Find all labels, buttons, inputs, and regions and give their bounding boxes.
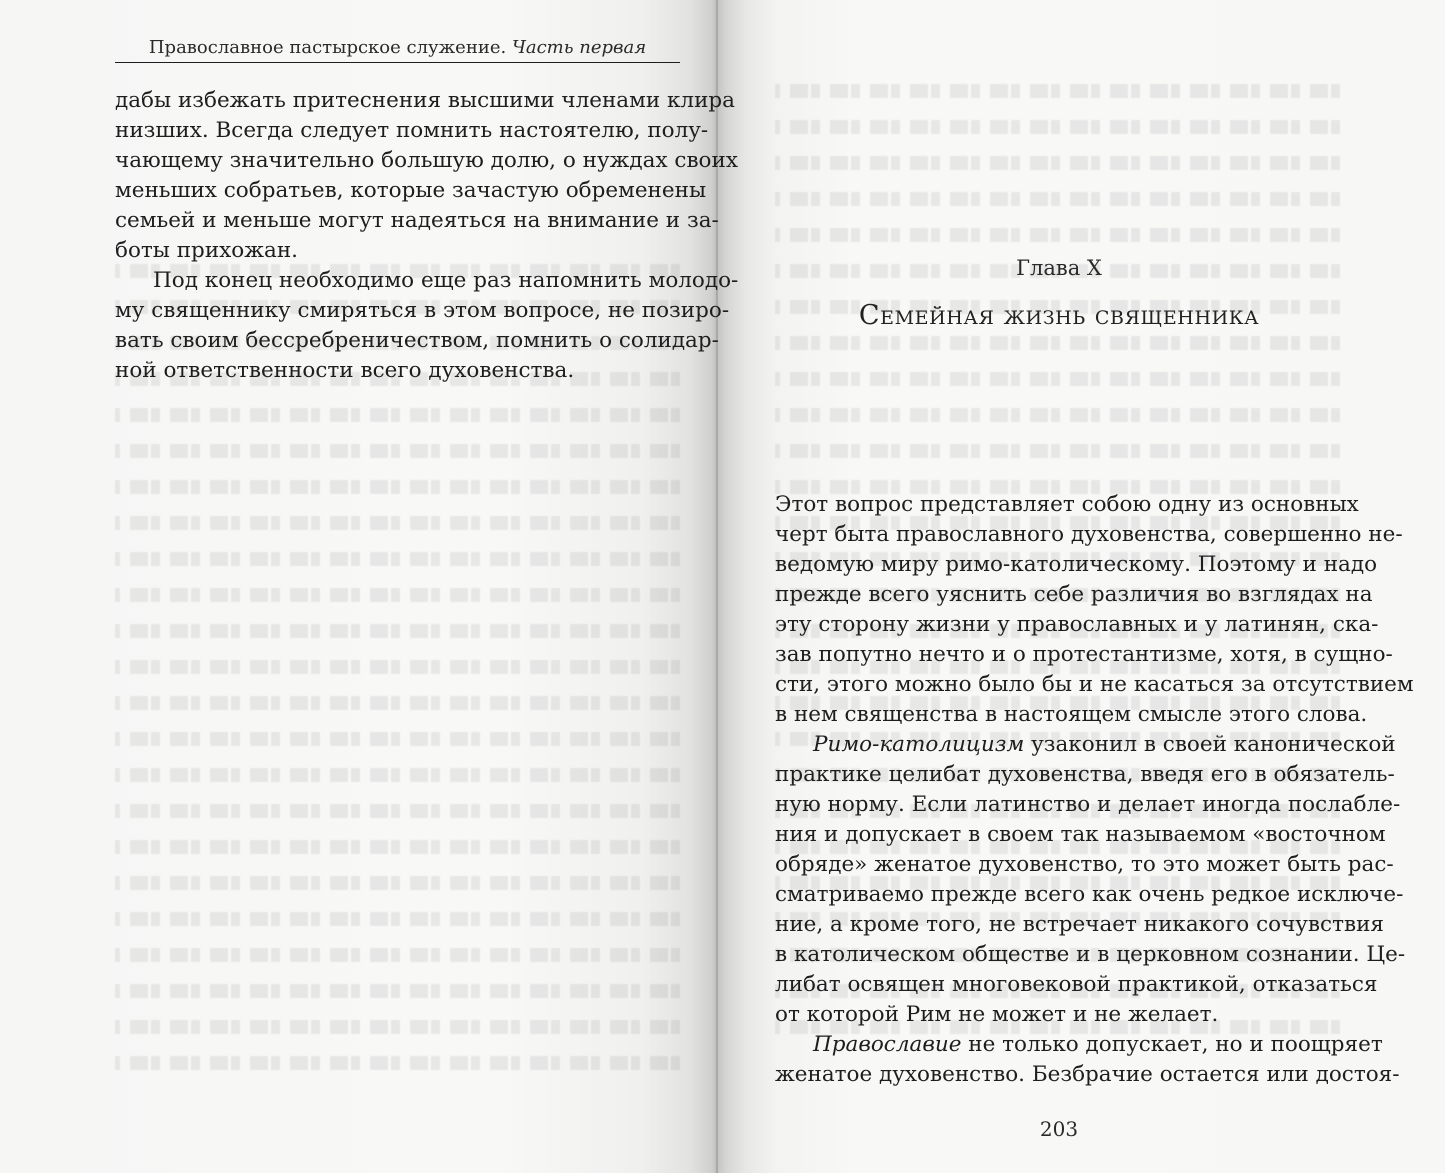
text-line-content: сматриваемо прежде всего как очень редкое исключе- <box>775 882 1404 907</box>
page-number: 203 <box>1039 1117 1079 1141</box>
text-line-content: низших. Всегда следует помнить настоятелю, полу- <box>115 118 709 143</box>
text-line-content: либат освящен многовековой практикой, отказаться <box>775 972 1378 997</box>
text-line <box>115 236 680 266</box>
text-line-content: не только допускает, но и поощряет <box>961 1032 1383 1057</box>
text-line <box>775 580 1373 610</box>
text-line-content: ние, а кроме того, не встречает никакого сочувствия <box>775 912 1384 937</box>
text-line-content: вать своим бессребреничеством, помнить о солидар- <box>115 328 719 353</box>
chapter-title: Семейная жизнь священника <box>858 300 1260 331</box>
text-line-content: от которой Рим не может и не желает. <box>775 1002 1219 1027</box>
text-line-content: ведомую миру римо-католическому. Поэтому и надо <box>775 552 1378 577</box>
text-line <box>115 326 719 356</box>
text-line <box>115 356 680 386</box>
text-line <box>775 610 1379 640</box>
text-line-content: эту сторону жизни у православных и у латинян, ска- <box>775 612 1379 637</box>
chapter-number: Глава X <box>1016 256 1102 280</box>
text-line-content: в нем священства в настоящем смысле этого слова. <box>775 702 1368 727</box>
text-line <box>775 1000 1343 1030</box>
text-line <box>775 490 1359 520</box>
text-line-content: му священнику смиряться в этом вопросе, не позиро- <box>115 298 730 323</box>
running-header-part: Часть первая <box>511 37 647 58</box>
text-line <box>775 1060 1400 1090</box>
text-line <box>775 700 1368 730</box>
text-line <box>775 520 1403 550</box>
text-line <box>775 820 1386 850</box>
running-header <box>115 36 680 60</box>
text-line <box>775 850 1394 880</box>
text-line <box>775 640 1393 670</box>
header-rule <box>115 62 680 63</box>
text-line <box>775 790 1401 820</box>
text-line-content: дабы избежать притеснения высшими членами клира <box>115 88 735 113</box>
text-line-content: Под конец необходимо еще раз напомнить молодо- <box>153 268 739 293</box>
text-line <box>775 910 1384 940</box>
text-line <box>775 1030 1383 1060</box>
text-line <box>115 206 719 236</box>
text-line <box>775 970 1378 1000</box>
right-page-body <box>775 490 1414 1090</box>
text-line-content: в католическом обществе и в церковном сознании. Це- <box>775 942 1406 967</box>
text-line-content: чающему значительно большую долю, о нуждах своих <box>115 148 738 173</box>
text-line-content: ной ответственности всего духовенства. <box>115 358 575 383</box>
text-line-content: обряде» женатое духовенство, то это может быть рас- <box>775 852 1394 877</box>
text-line <box>775 550 1378 580</box>
text-line <box>775 940 1406 970</box>
text-line-content: семьей и меньше могут надеяться на внимание и за- <box>115 208 719 233</box>
text-line <box>115 86 735 116</box>
italic-term: Православие <box>813 1032 962 1057</box>
italic-term: Римо-католицизм <box>813 732 1025 757</box>
text-line-content: ния и допускает в своем так называемом «восточном <box>775 822 1386 847</box>
text-line-content: меньших собратьев, которые зачастую обременены <box>115 178 707 203</box>
text-line <box>775 880 1404 910</box>
running-header-title: Православное пастырское служение. <box>148 37 507 58</box>
book-spine <box>716 0 718 1173</box>
text-line-content: прежде всего уяснить себе различия во взглядах на <box>775 582 1373 607</box>
text-line <box>115 296 730 326</box>
text-line <box>775 760 1395 790</box>
text-line <box>115 116 709 146</box>
text-line-content: женатое духовенство. Безбрачие остается или достоя- <box>775 1062 1400 1087</box>
text-line-content: узаконил в своей канонической <box>1024 732 1396 757</box>
text-line <box>115 266 739 296</box>
text-line-content: ную норму. Если латинство и делает иногда послабле- <box>775 792 1401 817</box>
text-line-content: сти, этого можно было бы и не касаться за отсутствием <box>775 672 1414 697</box>
text-line-content: боты прихожан. <box>115 238 298 263</box>
text-line-content: Этот вопрос представляет собою одну из основных <box>775 492 1359 517</box>
text-line-content: зав попутно нечто и о протестантизме, хотя, в сущно- <box>775 642 1393 667</box>
text-line <box>115 176 707 206</box>
text-line-content: черт быта православного духовенства, совершенно не- <box>775 522 1403 547</box>
text-line <box>115 146 738 176</box>
text-line <box>775 670 1414 700</box>
text-line <box>775 730 1396 760</box>
left-page-body <box>115 86 739 386</box>
text-line-content: практике целибат духовенства, введя его в обязатель- <box>775 762 1395 787</box>
